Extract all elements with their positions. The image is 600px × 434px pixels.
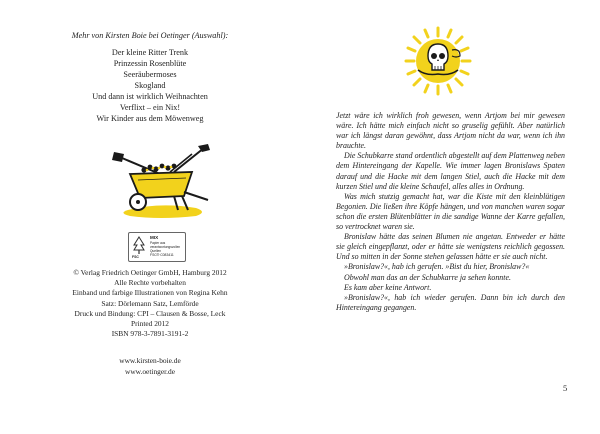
book-title: Der kleine Ritter Trenk [111,48,189,57]
story-paragraph: »Bronislaw?«, hab ich wieder gerufen. Dann bin ich durch den Hintereingang gegangen. [336,292,565,312]
story-paragraph: Bronislaw hätte das seinen Blumen nie angetan. Entweder er hätte sie gleich eingepflanzt, oder er hätte sie wenigstens reichlich gegossen. Und so mitten in der Sonne stehen gelassen hätte er sie auch nicht. [336,232,565,262]
fsc-label: FSC [132,255,139,259]
story-paragraph: Obwohl man das an der Schubkarre ja sehen konnte. [344,272,511,282]
imprint-line: Einband und farbige Illustrationen von Regina Kehn [72,288,228,298]
fsc-mix-label: MIX [150,235,159,240]
imprint-line: Satz: Dörlemann Satz, Lemförde [101,298,199,308]
imprint-line: Druck und Bindung: CPI – Clausen & Bosse, Leck [74,308,226,318]
fsc-tree-icon [132,236,146,256]
fsc-description: Papier aus verantwortungsvollen Quellen [150,241,181,253]
story-paragraph: Es kam aber keine Antwort. [344,282,432,292]
right-page [300,0,600,434]
imprint-block [0,268,300,339]
book-title: Seeräubermoses [123,70,177,79]
story-paragraph: »Bronislaw?«, hab ich gerufen. »Bist du hier, Bronislaw?« [344,262,530,272]
book-title: Wir Kinder aus dem Möwenweg [96,114,204,123]
wheelbarrow-with-tools-icon [100,140,218,218]
imprint-line: Alle Rechte vorbehalten [114,278,186,288]
story-paragraph: Die Schubkarre stand ordentlich abgestellt auf dem Plattenweg neben dem Hintereingang der Kapelle. Wie immer lagen Bronislaws Spaten darauf und die Hacke mit dem langen Stiel, auch die Hacke mit dem kurzen Stiel und die kleine Schaufel, alles alles in Ordnung. [336,151,565,191]
imprint-line: © Verlag Friedrich Oetinger GmbH, Hamburg 2012 [73,268,227,277]
book-title: Skogland [134,81,166,90]
more-books-heading: Mehr von Kirsten Boie bei Oetinger (Auswahl): [71,31,229,40]
book-title: Und dann ist wirklich Weihnachten [92,92,208,101]
story-text [336,111,565,313]
website-link[interactable]: www.oetinger.de [124,366,175,376]
book-title-list [0,47,300,124]
fsc-code: FSC® C083411 [150,253,174,257]
story-paragraph: Jetzt wäre ich wirklich froh gewesen, wenn Artjom bei mir gewesen wäre. Ich hätte mich einfach nicht so gruselig gefühlt. Aber natürlich war ich längst daran gewöhnt, dass Artjom nicht da war, wenn ich ihn brauchte. [336,111,565,151]
imprint-line: Printed 2012 [131,319,169,329]
page-number: 5 [563,383,568,393]
website-link[interactable]: www.kirsten-boie.de [119,356,181,365]
story-paragraph: Was mich stutzig gemacht hat, war die Kiste mit den kleinblütigen Begonien. Die ließen ihre Köpfe hängen, und von manchen waren sogar schon die ersten Blütenblätter in die sandige Wanne der Karre gefallen, so vertrocknet waren sie. [336,191,565,232]
website-list [0,356,300,377]
imprint-line: ISBN 978-3-7891-3191-2 [111,329,189,339]
book-title: Verflixt – ein Nix! [119,103,181,112]
sun-skull-icon [404,26,472,96]
book-title: Prinzessin Rosenblüte [113,59,187,68]
fsc-certification-badge [128,232,186,262]
